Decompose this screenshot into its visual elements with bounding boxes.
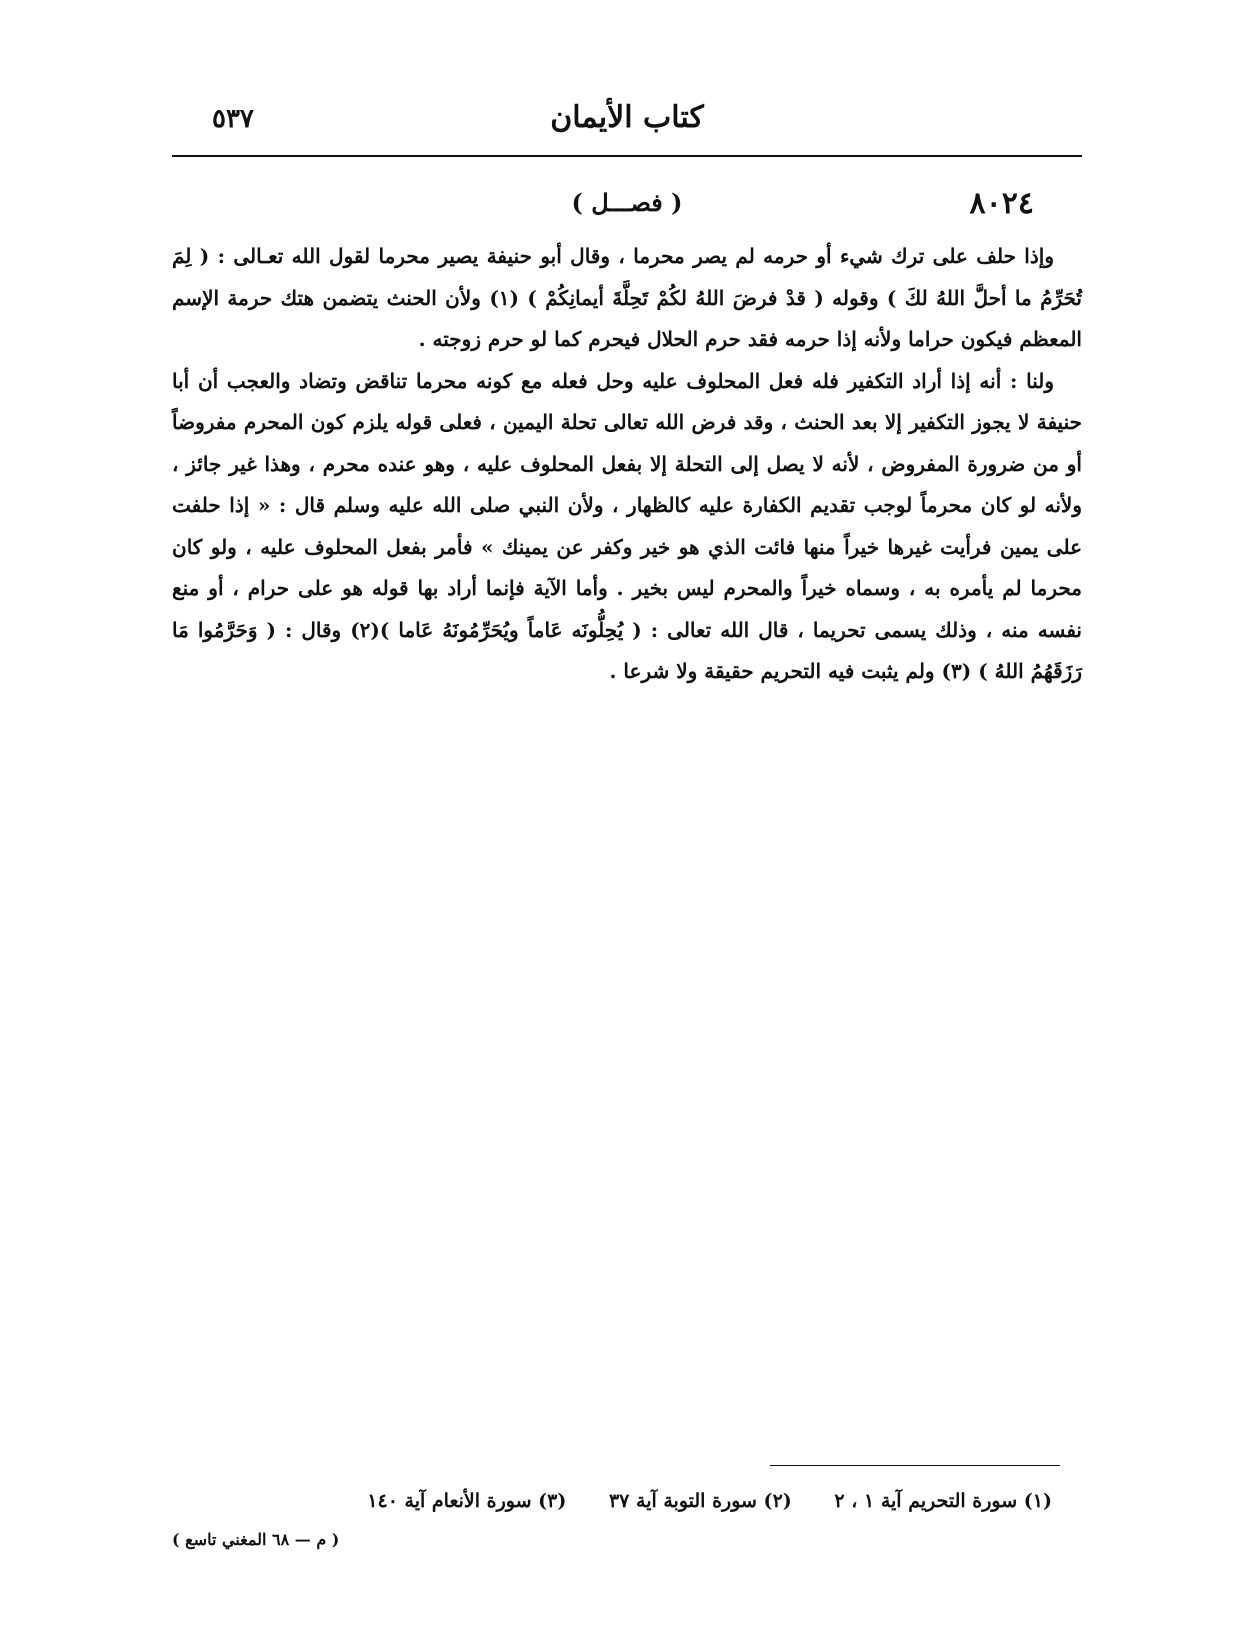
paragraph-2: ولنا : أنه إذا أراد التكفير فله فعل المحلوف عليه وحل فعله مع كونه محرما تناقض وتضاد والعجب أن أبا حنيفة لا يجوز التكفير إلا بعد الحنث ، وقد فرض الله تعالى تحلة اليمين ، فعلى قوله يلزم كون المحرم مفروضاً أو من ضرورة المفروض ، لأنه لا يصل إلى التحلة إلا بفعل المحلوف عليه ، وهو عنده محرم ، وهذا غير جائز ، ولأنه لو كان محرماً لوجب تقديم الكفارة عليه كالظهار ، ولأن النبي صلى الله عليه وسلم قال : « إذا حلفت على يمين فرأيت غيرها خيراً منها فائت الذي هو خير وكفر عن يمينك » فأمر بفعل المحلوف عليه ، ولو كان محرما لم يأمره به ، وسماه خيراً والمحرم ليس بخير . وأما الآية فإنما أراد بها قوله هو على حرام ، أو منع نفسه منه ، وذلك يسمى تحريما ، قال الله تعالى : ( يُحِلُّونَه عَاماً ويُحَرِّمُونَهُ عَاما )(٢) وقال : ( وَحَرَّمُوا مَا رَزَقَهُمُ اللهُ ) (٣) ولم يثبت فيه التحريم حقيقة ولا شرعا . <box>172 368 1082 683</box>
footnote-1: (١) سورة التحريم آية ١ ، ٢ <box>834 1490 1052 1512</box>
footnotes <box>172 1486 1052 1516</box>
section-header <box>172 186 1082 226</box>
printer-signature: ( م — ٦٨ المغني تاسع ) <box>172 1530 340 1549</box>
footnote-2: (٢) سورة التوبة آية ٣٧ <box>608 1490 792 1512</box>
paragraph-1: وإذا حلف على ترك شيء أو حرمه لم يصر محرما ، وقال أبو حنيفة يصير محرما لقول الله تعـالى : ( لِمَ تُحَرِّمُ ما أحلَّ اللهُ لكَ ) وقوله ( قدْ فرضَ اللهُ لكُمْ تَحِلَّةَ أيمانِكُمْ ) (١) ولأن الحنث يتضمن هتك حرمة الإسم المعظم فيكون حراما ولأنه إذا حرمه فقد حرم الحلال فيحرم كما لو حرم زوجته . <box>172 244 1082 351</box>
page-header <box>172 100 1082 146</box>
page-number: ٥٣٧ <box>212 104 254 134</box>
running-title: كتاب الأيمان <box>550 100 704 135</box>
body-text <box>172 236 1082 693</box>
header-divider <box>172 155 1082 157</box>
section-number: ٨٠٢٤ <box>969 186 1034 221</box>
section-heading: ( فصـــل ) <box>571 188 683 217</box>
footnote-divider <box>770 1465 1060 1466</box>
footnote-3: (٣) سورة الأنعام آية ١٤٠ <box>367 1490 567 1512</box>
